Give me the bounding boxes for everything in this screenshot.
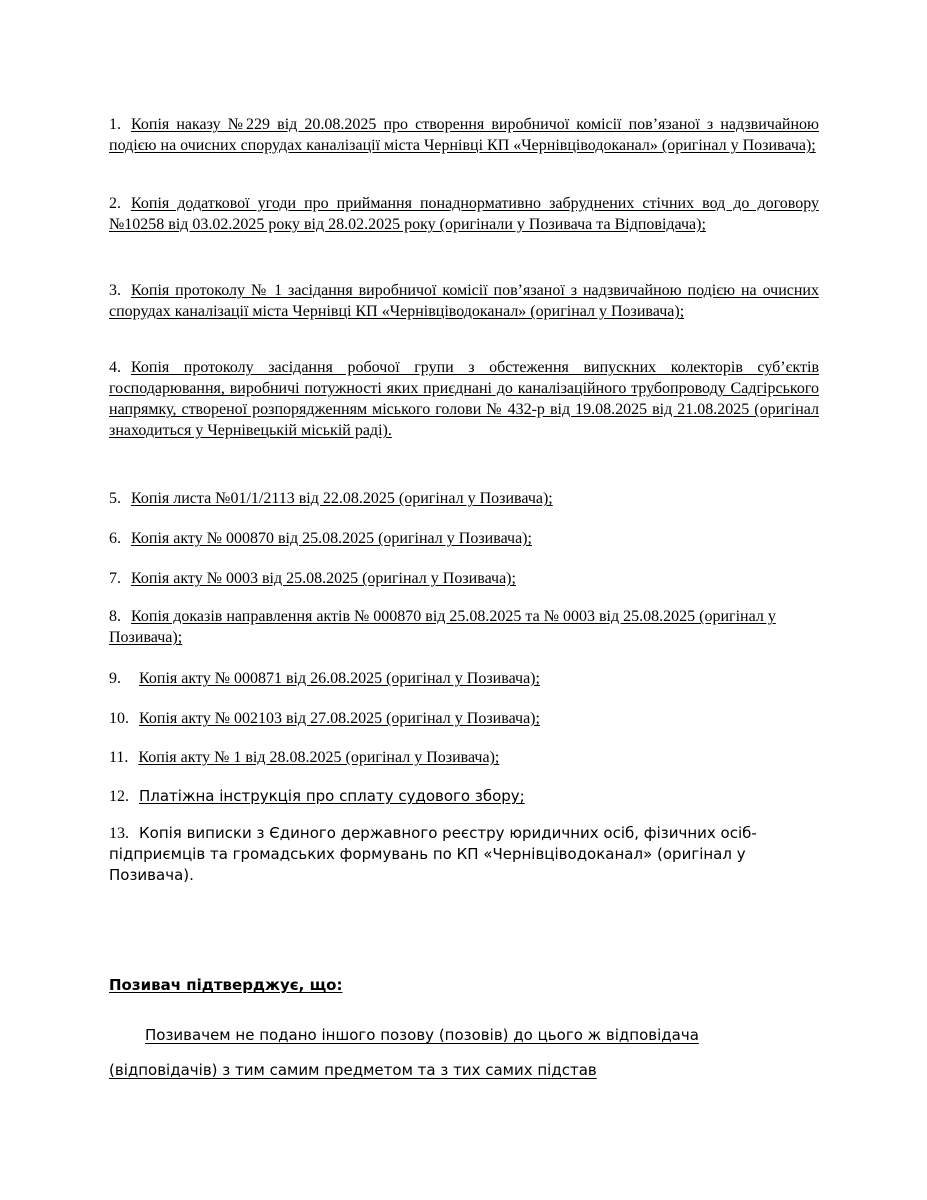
annex-number: 10. xyxy=(109,710,129,727)
annex-item-5 xyxy=(109,488,819,509)
annex-number: 11. xyxy=(109,749,129,766)
annex-text: Копія акту № 0003 від 25.08.2025 (оригінал у Позивача); xyxy=(131,570,516,587)
annex-item-1 xyxy=(109,114,819,156)
annex-text: Копія наказу №229 від 20.08.2025 про створення виробничої комісії пов’язаної з надзвичайною подією на очисних спорудах каналізації міста Чернівці КП «Чернівціводоканал» (оригінал у Позивача); xyxy=(109,116,819,154)
annex-number: 6. xyxy=(109,530,121,547)
annex-item-6 xyxy=(109,528,819,549)
annex-text: Копія протоколу засідання робочої групи з обстеження випускних колекторів суб’єктів господарювання, виробничі потужності яких приєднані до каналізаційного трубопроводу Садгірського напрямку, створеної розпорядженням міського голови № 432-р від 19.08.2025 від 21.08.2025 (оригінал знаходиться у Чернівецькій міській раді). xyxy=(109,359,819,439)
annex-text: Копія акту № 000870 від 25.08.2025 (оригінал у Позивача); xyxy=(131,530,532,547)
annex-item-3 xyxy=(109,280,819,322)
annex-number: 2. xyxy=(109,195,121,212)
annex-text: Копія акту № 000871 від 26.08.2025 (оригінал у Позивача); xyxy=(139,670,540,687)
annex-item-9 xyxy=(109,668,819,689)
annex-text: Платіжна інструкція про сплату судового збору; xyxy=(139,787,525,805)
annex-text: Копія акту № 1 від 28.08.2025 (оригінал у Позивача); xyxy=(138,749,500,766)
confirmation-text: Позивачем не подано іншого позову (позовів) до цього ж відповідача (відповідачів) з тим самим предметом та з тих самих підстав xyxy=(109,1026,699,1079)
annex-item-10 xyxy=(109,708,819,729)
annex-number: 12. xyxy=(109,788,129,805)
annex-number: 7. xyxy=(109,570,121,587)
annex-number: 5. xyxy=(109,490,121,507)
confirmation-title: Позивач підтверджує, що: xyxy=(109,976,343,994)
annex-text: Копія додаткової угоди про приймання понаднормативно забруднених стічних вод до договору №10258 від 03.02.2025 року від 28.02.2025 року (оригінали у Позивача та Відповідача); xyxy=(109,195,819,233)
annex-number: 3. xyxy=(109,282,121,299)
annex-item-4 xyxy=(109,357,819,441)
annex-number: 8. xyxy=(109,608,121,625)
annex-number: 9. xyxy=(109,670,121,687)
annex-text: Копія доказів направлення актів № 000870 від 25.08.2025 та № 0003 від 25.08.2025 (оригінал у Позивача); xyxy=(109,608,776,646)
annex-number: 1. xyxy=(109,116,121,133)
annex-text: Копія акту № 002103 від 27.08.2025 (оригінал у Позивача); xyxy=(139,710,540,727)
annex-item-2 xyxy=(109,193,819,235)
confirmation-paragraph xyxy=(109,1018,809,1088)
annex-item-13 xyxy=(109,823,799,886)
annex-text: Копія протоколу № 1 засідання виробничої комісії пов’язаної з надзвичайною подією на очисних спорудах каналізації міста Чернівці КП «Чернівціводоканал» (оригінал у Позивача); xyxy=(109,282,819,320)
annex-number: 13. xyxy=(109,825,129,842)
annex-item-7 xyxy=(109,568,819,589)
annex-item-11 xyxy=(109,747,819,768)
annex-text: Копія листа №01/1/2113 від 22.08.2025 (оригінал у Позивача); xyxy=(131,490,553,507)
annex-item-8 xyxy=(109,606,789,648)
annex-item-12 xyxy=(109,786,819,807)
annex-number: 4. xyxy=(109,359,121,376)
annex-text: Копія виписки з Єдиного державного реєстру юридичних осіб, фізичних осіб-підприємців та громадських формувань по КП «Чернівціводоканал» (оригінал у Позивача). xyxy=(109,824,757,884)
